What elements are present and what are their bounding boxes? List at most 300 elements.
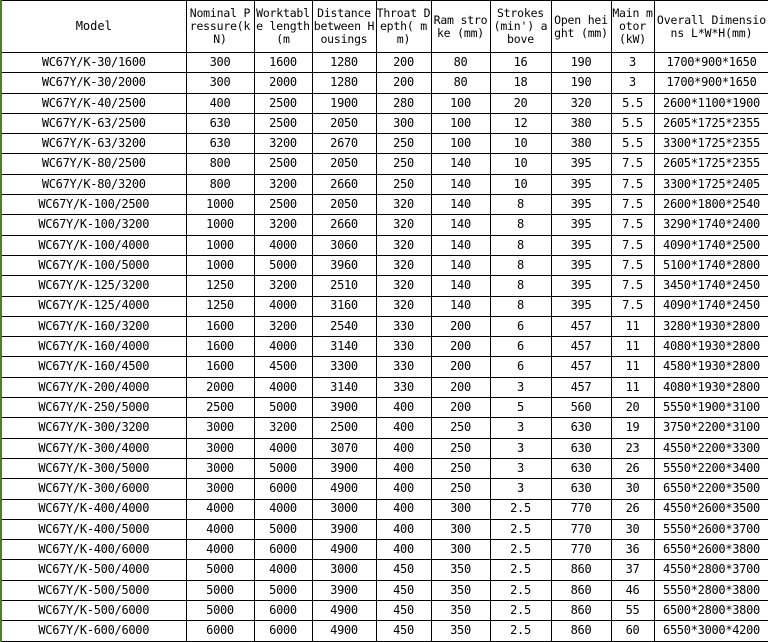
cell-nominal-pressure: 3000 xyxy=(186,479,254,499)
column-header-overall-dimensions: Overall Dimensions L*W*H(mm) xyxy=(654,1,768,53)
cell-throat-depth: 400 xyxy=(376,519,431,539)
cell-distance-between-housings: 4900 xyxy=(312,479,376,499)
cell-throat-depth: 450 xyxy=(376,621,431,641)
cell-nominal-pressure: 2500 xyxy=(186,398,254,418)
cell-nominal-pressure: 4000 xyxy=(186,499,254,519)
cell-main-motor: 11 xyxy=(611,357,654,377)
cell-main-motor: 5.5 xyxy=(611,134,654,154)
column-header-nominal-pressure: Nominal Pressure(kN) xyxy=(186,1,254,53)
cell-open-height: 190 xyxy=(551,73,611,93)
cell-overall-dimensions: 5550*1900*3100 xyxy=(654,398,768,418)
cell-model: WC67Y/K-200/4000 xyxy=(1,377,186,397)
cell-worktable-length: 4000 xyxy=(254,438,312,458)
cell-overall-dimensions: 2605*1725*2355 xyxy=(654,154,768,174)
cell-distance-between-housings: 4900 xyxy=(312,621,376,641)
cell-main-motor: 7.5 xyxy=(611,255,654,275)
table-row xyxy=(1,398,768,418)
cell-worktable-length: 4000 xyxy=(254,560,312,580)
table-row xyxy=(1,113,768,133)
column-header-worktable-length: Worktable length(m xyxy=(254,1,312,53)
cell-worktable-length: 3200 xyxy=(254,418,312,438)
cell-throat-depth: 320 xyxy=(376,296,431,316)
cell-nominal-pressure: 1600 xyxy=(186,316,254,336)
cell-strokes: 3 xyxy=(490,438,551,458)
cell-strokes: 3 xyxy=(490,458,551,478)
cell-ram-stroke: 300 xyxy=(431,540,490,560)
cell-strokes: 16 xyxy=(490,53,551,73)
cell-ram-stroke: 300 xyxy=(431,499,490,519)
cell-ram-stroke: 350 xyxy=(431,601,490,621)
column-header-ram-stroke: Ram stroke (mm) xyxy=(431,1,490,53)
cell-throat-depth: 400 xyxy=(376,418,431,438)
cell-overall-dimensions: 6550*2200*3500 xyxy=(654,479,768,499)
cell-worktable-length: 4000 xyxy=(254,499,312,519)
cell-worktable-length: 2500 xyxy=(254,154,312,174)
cell-throat-depth: 450 xyxy=(376,601,431,621)
cell-distance-between-housings: 1280 xyxy=(312,53,376,73)
cell-model: WC67Y/K-250/5000 xyxy=(1,398,186,418)
cell-overall-dimensions: 3300*1725*2355 xyxy=(654,134,768,154)
cell-strokes: 12 xyxy=(490,113,551,133)
header-row xyxy=(1,1,768,53)
cell-throat-depth: 400 xyxy=(376,438,431,458)
cell-ram-stroke: 300 xyxy=(431,519,490,539)
cell-ram-stroke: 350 xyxy=(431,621,490,641)
cell-distance-between-housings: 3900 xyxy=(312,398,376,418)
cell-ram-stroke: 250 xyxy=(431,479,490,499)
cell-open-height: 395 xyxy=(551,255,611,275)
table-row xyxy=(1,255,768,275)
cell-overall-dimensions: 6550*2600*3800 xyxy=(654,540,768,560)
cell-overall-dimensions: 5550*2800*3800 xyxy=(654,580,768,600)
cell-strokes: 5 xyxy=(490,398,551,418)
cell-open-height: 860 xyxy=(551,560,611,580)
cell-open-height: 190 xyxy=(551,53,611,73)
cell-open-height: 770 xyxy=(551,519,611,539)
cell-nominal-pressure: 800 xyxy=(186,154,254,174)
cell-worktable-length: 3200 xyxy=(254,215,312,235)
cell-worktable-length: 5000 xyxy=(254,255,312,275)
cell-ram-stroke: 100 xyxy=(431,134,490,154)
cell-strokes: 20 xyxy=(490,93,551,113)
table-row xyxy=(1,195,768,215)
cell-distance-between-housings: 2510 xyxy=(312,276,376,296)
table-row xyxy=(1,215,768,235)
cell-model: WC67Y/K-30/2000 xyxy=(1,73,186,93)
cell-overall-dimensions: 2600*1100*1900 xyxy=(654,93,768,113)
table-row xyxy=(1,174,768,194)
cell-open-height: 630 xyxy=(551,458,611,478)
cell-nominal-pressure: 3000 xyxy=(186,438,254,458)
cell-throat-depth: 400 xyxy=(376,458,431,478)
cell-ram-stroke: 140 xyxy=(431,195,490,215)
cell-overall-dimensions: 3300*1725*2405 xyxy=(654,174,768,194)
column-header-throat-depth: Throat Depth( mm) xyxy=(376,1,431,53)
cell-nominal-pressure: 1000 xyxy=(186,255,254,275)
cell-open-height: 380 xyxy=(551,134,611,154)
cell-model: WC67Y/K-300/6000 xyxy=(1,479,186,499)
cell-throat-depth: 330 xyxy=(376,377,431,397)
cell-overall-dimensions: 6500*2800*3800 xyxy=(654,601,768,621)
cell-strokes: 10 xyxy=(490,174,551,194)
cell-ram-stroke: 350 xyxy=(431,560,490,580)
cell-ram-stroke: 140 xyxy=(431,255,490,275)
cell-open-height: 395 xyxy=(551,276,611,296)
cell-strokes: 3 xyxy=(490,377,551,397)
cell-distance-between-housings: 3140 xyxy=(312,337,376,357)
cell-main-motor: 7.5 xyxy=(611,235,654,255)
cell-model: WC67Y/K-30/1600 xyxy=(1,53,186,73)
cell-ram-stroke: 100 xyxy=(431,113,490,133)
cell-overall-dimensions: 4550*2800*3700 xyxy=(654,560,768,580)
cell-throat-depth: 400 xyxy=(376,499,431,519)
table-row xyxy=(1,621,768,641)
cell-throat-depth: 250 xyxy=(376,134,431,154)
cell-distance-between-housings: 2050 xyxy=(312,154,376,174)
cell-main-motor: 23 xyxy=(611,438,654,458)
cell-distance-between-housings: 2050 xyxy=(312,195,376,215)
cell-model: WC67Y/K-160/4000 xyxy=(1,337,186,357)
cell-strokes: 6 xyxy=(490,337,551,357)
cell-distance-between-housings: 3300 xyxy=(312,357,376,377)
cell-overall-dimensions: 2605*1725*2355 xyxy=(654,113,768,133)
cell-nominal-pressure: 1250 xyxy=(186,276,254,296)
cell-model: WC67Y/K-500/4000 xyxy=(1,560,186,580)
cell-ram-stroke: 140 xyxy=(431,235,490,255)
cell-overall-dimensions: 4080*1930*2800 xyxy=(654,337,768,357)
cell-open-height: 860 xyxy=(551,621,611,641)
cell-model: WC67Y/K-100/4000 xyxy=(1,235,186,255)
cell-main-motor: 7.5 xyxy=(611,296,654,316)
cell-strokes: 8 xyxy=(490,195,551,215)
cell-distance-between-housings: 1900 xyxy=(312,93,376,113)
cell-nominal-pressure: 5000 xyxy=(186,560,254,580)
cell-strokes: 6 xyxy=(490,316,551,336)
cell-worktable-length: 2500 xyxy=(254,93,312,113)
cell-worktable-length: 6000 xyxy=(254,540,312,560)
cell-strokes: 6 xyxy=(490,357,551,377)
cell-worktable-length: 6000 xyxy=(254,601,312,621)
cell-open-height: 457 xyxy=(551,357,611,377)
cell-main-motor: 3 xyxy=(611,53,654,73)
table-row xyxy=(1,601,768,621)
cell-overall-dimensions: 4550*2600*3500 xyxy=(654,499,768,519)
cell-distance-between-housings: 3140 xyxy=(312,377,376,397)
table-row xyxy=(1,235,768,255)
cell-strokes: 8 xyxy=(490,215,551,235)
cell-overall-dimensions: 3290*1740*2400 xyxy=(654,215,768,235)
cell-throat-depth: 330 xyxy=(376,316,431,336)
table-row xyxy=(1,337,768,357)
cell-distance-between-housings: 2660 xyxy=(312,215,376,235)
cell-overall-dimensions: 5550*2200*3400 xyxy=(654,458,768,478)
cell-model: WC67Y/K-300/4000 xyxy=(1,438,186,458)
table-row xyxy=(1,418,768,438)
cell-ram-stroke: 80 xyxy=(431,53,490,73)
cell-main-motor: 11 xyxy=(611,316,654,336)
cell-open-height: 395 xyxy=(551,195,611,215)
cell-ram-stroke: 200 xyxy=(431,337,490,357)
column-header-distance-between-housings: Distance between Housings xyxy=(312,1,376,53)
cell-worktable-length: 1600 xyxy=(254,53,312,73)
cell-open-height: 395 xyxy=(551,235,611,255)
cell-ram-stroke: 140 xyxy=(431,215,490,235)
cell-distance-between-housings: 3060 xyxy=(312,235,376,255)
cell-ram-stroke: 200 xyxy=(431,398,490,418)
cell-ram-stroke: 350 xyxy=(431,580,490,600)
cell-strokes: 8 xyxy=(490,276,551,296)
cell-overall-dimensions: 4550*2200*3300 xyxy=(654,438,768,458)
cell-main-motor: 36 xyxy=(611,540,654,560)
cell-model: WC67Y/K-400/4000 xyxy=(1,499,186,519)
cell-overall-dimensions: 3450*1740*2450 xyxy=(654,276,768,296)
cell-strokes: 3 xyxy=(490,418,551,438)
cell-worktable-length: 5000 xyxy=(254,458,312,478)
cell-distance-between-housings: 4900 xyxy=(312,540,376,560)
cell-open-height: 395 xyxy=(551,174,611,194)
cell-distance-between-housings: 2670 xyxy=(312,134,376,154)
cell-main-motor: 20 xyxy=(611,398,654,418)
cell-worktable-length: 5000 xyxy=(254,519,312,539)
cell-open-height: 770 xyxy=(551,540,611,560)
cell-distance-between-housings: 1280 xyxy=(312,73,376,93)
cell-main-motor: 5.5 xyxy=(611,93,654,113)
cell-open-height: 630 xyxy=(551,418,611,438)
cell-distance-between-housings: 2660 xyxy=(312,174,376,194)
cell-open-height: 380 xyxy=(551,113,611,133)
cell-nominal-pressure: 630 xyxy=(186,113,254,133)
table-row xyxy=(1,580,768,600)
table-body xyxy=(1,53,768,642)
cell-strokes: 18 xyxy=(490,73,551,93)
cell-nominal-pressure: 1000 xyxy=(186,195,254,215)
table-row xyxy=(1,73,768,93)
cell-throat-depth: 320 xyxy=(376,255,431,275)
cell-ram-stroke: 140 xyxy=(431,296,490,316)
cell-nominal-pressure: 630 xyxy=(186,134,254,154)
cell-distance-between-housings: 3900 xyxy=(312,458,376,478)
cell-model: WC67Y/K-600/6000 xyxy=(1,621,186,641)
cell-model: WC67Y/K-500/5000 xyxy=(1,580,186,600)
cell-distance-between-housings: 2050 xyxy=(312,113,376,133)
cell-model: WC67Y/K-400/5000 xyxy=(1,519,186,539)
cell-main-motor: 26 xyxy=(611,458,654,478)
cell-model: WC67Y/K-300/5000 xyxy=(1,458,186,478)
cell-strokes: 2.5 xyxy=(490,540,551,560)
cell-strokes: 2.5 xyxy=(490,621,551,641)
cell-nominal-pressure: 5000 xyxy=(186,601,254,621)
cell-worktable-length: 2000 xyxy=(254,73,312,93)
cell-main-motor: 37 xyxy=(611,560,654,580)
cell-open-height: 457 xyxy=(551,316,611,336)
cell-distance-between-housings: 3900 xyxy=(312,580,376,600)
cell-nominal-pressure: 800 xyxy=(186,174,254,194)
cell-worktable-length: 3200 xyxy=(254,174,312,194)
cell-worktable-length: 3200 xyxy=(254,134,312,154)
table-row xyxy=(1,154,768,174)
cell-nominal-pressure: 3000 xyxy=(186,458,254,478)
cell-nominal-pressure: 2000 xyxy=(186,377,254,397)
cell-main-motor: 7.5 xyxy=(611,276,654,296)
table-row xyxy=(1,438,768,458)
cell-throat-depth: 320 xyxy=(376,215,431,235)
cell-model: WC67Y/K-125/3200 xyxy=(1,276,186,296)
cell-overall-dimensions: 1700*900*1650 xyxy=(654,53,768,73)
cell-open-height: 630 xyxy=(551,479,611,499)
cell-main-motor: 19 xyxy=(611,418,654,438)
cell-ram-stroke: 250 xyxy=(431,418,490,438)
cell-ram-stroke: 200 xyxy=(431,377,490,397)
cell-main-motor: 7.5 xyxy=(611,174,654,194)
cell-worktable-length: 2500 xyxy=(254,113,312,133)
cell-throat-depth: 200 xyxy=(376,73,431,93)
column-header-strokes: Strokes (min') above xyxy=(490,1,551,53)
table-row xyxy=(1,276,768,296)
cell-open-height: 395 xyxy=(551,154,611,174)
cell-model: WC67Y/K-125/4000 xyxy=(1,296,186,316)
cell-overall-dimensions: 2600*1800*2540 xyxy=(654,195,768,215)
cell-overall-dimensions: 4090*1740*2500 xyxy=(654,235,768,255)
table-header xyxy=(1,1,768,53)
cell-throat-depth: 330 xyxy=(376,337,431,357)
cell-distance-between-housings: 3960 xyxy=(312,255,376,275)
cell-worktable-length: 4000 xyxy=(254,337,312,357)
cell-model: WC67Y/K-100/3200 xyxy=(1,215,186,235)
cell-overall-dimensions: 4580*1930*2800 xyxy=(654,357,768,377)
cell-main-motor: 55 xyxy=(611,601,654,621)
cell-open-height: 770 xyxy=(551,499,611,519)
cell-model: WC67Y/K-300/3200 xyxy=(1,418,186,438)
cell-nominal-pressure: 400 xyxy=(186,93,254,113)
cell-open-height: 457 xyxy=(551,377,611,397)
cell-distance-between-housings: 3160 xyxy=(312,296,376,316)
table-row xyxy=(1,296,768,316)
cell-distance-between-housings: 4900 xyxy=(312,601,376,621)
cell-strokes: 8 xyxy=(490,255,551,275)
cell-nominal-pressure: 1250 xyxy=(186,296,254,316)
table-row xyxy=(1,458,768,478)
table-row xyxy=(1,93,768,113)
cell-model: WC67Y/K-40/2500 xyxy=(1,93,186,113)
cell-strokes: 10 xyxy=(490,134,551,154)
cell-overall-dimensions: 5100*1740*2800 xyxy=(654,255,768,275)
cell-main-motor: 7.5 xyxy=(611,195,654,215)
table-row xyxy=(1,560,768,580)
cell-worktable-length: 5000 xyxy=(254,580,312,600)
cell-ram-stroke: 100 xyxy=(431,93,490,113)
cell-nominal-pressure: 6000 xyxy=(186,621,254,641)
cell-model: WC67Y/K-160/4500 xyxy=(1,357,186,377)
cell-worktable-length: 4000 xyxy=(254,296,312,316)
cell-nominal-pressure: 300 xyxy=(186,73,254,93)
cell-nominal-pressure: 300 xyxy=(186,53,254,73)
cell-ram-stroke: 140 xyxy=(431,174,490,194)
cell-strokes: 2.5 xyxy=(490,519,551,539)
cell-strokes: 2.5 xyxy=(490,601,551,621)
cell-worktable-length: 3200 xyxy=(254,316,312,336)
cell-overall-dimensions: 3750*2200*3100 xyxy=(654,418,768,438)
cell-nominal-pressure: 1000 xyxy=(186,235,254,255)
cell-ram-stroke: 80 xyxy=(431,73,490,93)
cell-model: WC67Y/K-63/3200 xyxy=(1,134,186,154)
cell-strokes: 2.5 xyxy=(490,560,551,580)
cell-nominal-pressure: 5000 xyxy=(186,580,254,600)
cell-worktable-length: 4500 xyxy=(254,357,312,377)
cell-model: WC67Y/K-100/2500 xyxy=(1,195,186,215)
table-row xyxy=(1,499,768,519)
cell-open-height: 320 xyxy=(551,93,611,113)
cell-main-motor: 26 xyxy=(611,499,654,519)
cell-overall-dimensions: 6550*3000*4200 xyxy=(654,621,768,641)
column-header-open-height: Open height (mm) xyxy=(551,1,611,53)
cell-throat-depth: 250 xyxy=(376,154,431,174)
cell-open-height: 630 xyxy=(551,438,611,458)
cell-main-motor: 30 xyxy=(611,519,654,539)
cell-throat-depth: 280 xyxy=(376,93,431,113)
cell-throat-depth: 300 xyxy=(376,113,431,133)
cell-nominal-pressure: 1600 xyxy=(186,337,254,357)
cell-strokes: 3 xyxy=(490,479,551,499)
cell-nominal-pressure: 1600 xyxy=(186,357,254,377)
cell-main-motor: 7.5 xyxy=(611,215,654,235)
cell-ram-stroke: 250 xyxy=(431,458,490,478)
cell-throat-depth: 450 xyxy=(376,580,431,600)
cell-worktable-length: 3200 xyxy=(254,276,312,296)
column-header-main-motor: Main motor (kW) xyxy=(611,1,654,53)
cell-open-height: 395 xyxy=(551,215,611,235)
cell-worktable-length: 2500 xyxy=(254,195,312,215)
cell-main-motor: 3 xyxy=(611,73,654,93)
cell-strokes: 8 xyxy=(490,296,551,316)
cell-distance-between-housings: 3000 xyxy=(312,499,376,519)
cell-worktable-length: 6000 xyxy=(254,621,312,641)
cell-overall-dimensions: 4090*1740*2450 xyxy=(654,296,768,316)
cell-ram-stroke: 200 xyxy=(431,357,490,377)
cell-distance-between-housings: 2540 xyxy=(312,316,376,336)
cell-open-height: 860 xyxy=(551,601,611,621)
cell-throat-depth: 400 xyxy=(376,398,431,418)
table-row xyxy=(1,357,768,377)
cell-worktable-length: 5000 xyxy=(254,398,312,418)
cell-overall-dimensions: 1700*900*1650 xyxy=(654,73,768,93)
cell-worktable-length: 4000 xyxy=(254,235,312,255)
cell-open-height: 457 xyxy=(551,337,611,357)
cell-worktable-length: 4000 xyxy=(254,377,312,397)
column-header-model: Model xyxy=(1,1,186,53)
cell-main-motor: 46 xyxy=(611,580,654,600)
cell-distance-between-housings: 2500 xyxy=(312,418,376,438)
cell-throat-depth: 320 xyxy=(376,276,431,296)
cell-throat-depth: 320 xyxy=(376,235,431,255)
cell-main-motor: 5.5 xyxy=(611,113,654,133)
cell-open-height: 560 xyxy=(551,398,611,418)
table-row xyxy=(1,519,768,539)
table-row xyxy=(1,134,768,154)
cell-ram-stroke: 140 xyxy=(431,154,490,174)
cell-distance-between-housings: 3000 xyxy=(312,560,376,580)
table-row xyxy=(1,316,768,336)
cell-open-height: 860 xyxy=(551,580,611,600)
cell-nominal-pressure: 4000 xyxy=(186,519,254,539)
cell-strokes: 2.5 xyxy=(490,580,551,600)
cell-throat-depth: 200 xyxy=(376,53,431,73)
cell-open-height: 395 xyxy=(551,296,611,316)
cell-ram-stroke: 250 xyxy=(431,438,490,458)
cell-throat-depth: 320 xyxy=(376,195,431,215)
cell-throat-depth: 450 xyxy=(376,560,431,580)
cell-strokes: 10 xyxy=(490,154,551,174)
cell-model: WC67Y/K-160/3200 xyxy=(1,316,186,336)
